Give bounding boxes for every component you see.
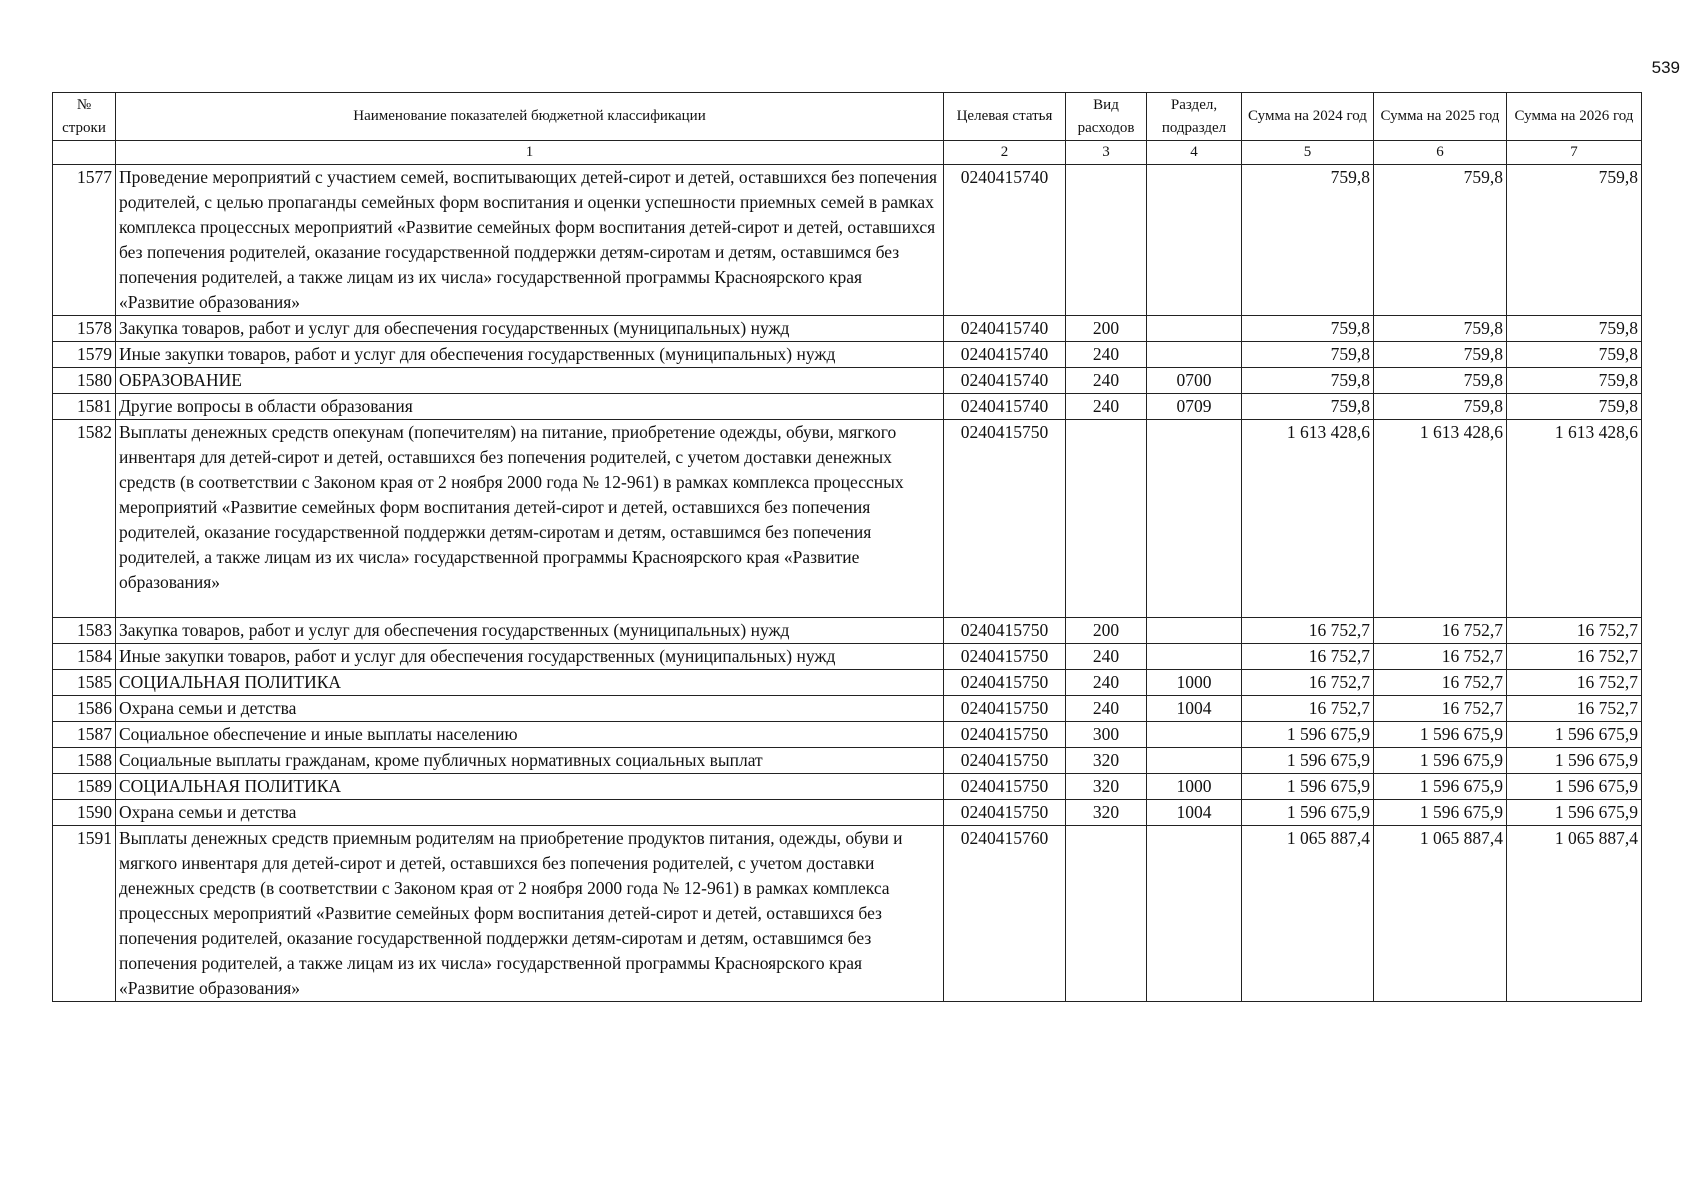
expense-type-cell [1066, 420, 1147, 618]
indicator-name-cell: Социальные выплаты гражданам, кроме публичных нормативных социальных выплат [116, 748, 944, 774]
target-article-cell: 0240415750 [944, 618, 1066, 644]
sum-2026-cell: 1 613 428,6 [1507, 420, 1642, 618]
expense-type-cell: 240 [1066, 670, 1147, 696]
target-article-cell: 0240415750 [944, 800, 1066, 826]
header-target-article: Целевая статья [944, 93, 1066, 141]
sum-2026-cell: 16 752,7 [1507, 696, 1642, 722]
row-number-cell: 1587 [53, 722, 116, 748]
section-cell [1147, 420, 1242, 618]
table-row [53, 165, 1642, 316]
sum-2024-cell: 16 752,7 [1242, 618, 1374, 644]
target-article-cell: 0240415740 [944, 394, 1066, 420]
target-article-cell: 0240415750 [944, 670, 1066, 696]
table-row [53, 696, 1642, 722]
target-article-cell: 0240415740 [944, 368, 1066, 394]
sum-2024-cell: 759,8 [1242, 165, 1374, 316]
indicator-name-cell: ОБРАЗОВАНИЕ [116, 368, 944, 394]
sum-2024-cell: 759,8 [1242, 394, 1374, 420]
target-article-cell: 0240415760 [944, 826, 1066, 1002]
sum-2024-cell: 1 596 675,9 [1242, 800, 1374, 826]
section-cell [1147, 722, 1242, 748]
row-number-cell: 1579 [53, 342, 116, 368]
sum-2025-cell: 759,8 [1374, 316, 1507, 342]
sum-2026-cell: 1 065 887,4 [1507, 826, 1642, 1002]
column-number: 7 [1507, 141, 1642, 165]
expense-type-cell [1066, 165, 1147, 316]
row-number-cell: 1589 [53, 774, 116, 800]
sum-2024-cell: 1 596 675,9 [1242, 774, 1374, 800]
row-number-cell: 1586 [53, 696, 116, 722]
section-cell: 1004 [1147, 800, 1242, 826]
expense-type-cell: 240 [1066, 696, 1147, 722]
sum-2025-cell: 1 596 675,9 [1374, 722, 1507, 748]
table-row [53, 826, 1642, 1002]
sum-2024-cell: 759,8 [1242, 368, 1374, 394]
sum-2025-cell: 1 065 887,4 [1374, 826, 1507, 1002]
column-number-row [53, 141, 1642, 165]
expense-type-cell: 320 [1066, 748, 1147, 774]
expense-type-cell: 240 [1066, 644, 1147, 670]
indicator-name-cell: Социальное обеспечение и иные выплаты населению [116, 722, 944, 748]
sum-2025-cell: 759,8 [1374, 342, 1507, 368]
table-body [53, 165, 1642, 1002]
header-sum-2024: Сумма на 2024 год [1242, 93, 1374, 141]
column-number: 5 [1242, 141, 1374, 165]
table-row [53, 394, 1642, 420]
target-article-cell: 0240415750 [944, 696, 1066, 722]
table-row [53, 774, 1642, 800]
table-row [53, 420, 1642, 618]
sum-2026-cell: 759,8 [1507, 368, 1642, 394]
indicator-name-cell: СОЦИАЛЬНАЯ ПОЛИТИКА [116, 774, 944, 800]
indicator-name-cell: Проведение мероприятий с участием семей, воспитывающих детей-сирот и детей, оставшихся без попечения родителей, с целью пропаганды семейных форм воспитания и оценки успешности приемных семей в рамках комплекса процессных мероприятий «Развитие семейных форм воспитания детей-сирот и детей, оставшихся без попечения родителей, оказание государственной поддержки детям-сиротам и детям, оставшимся без попечения родителей, а также лицам из их числа» государственной программы Красноярского края «Развитие образования» [116, 165, 944, 316]
section-cell [1147, 826, 1242, 1002]
target-article-cell: 0240415750 [944, 748, 1066, 774]
row-number-cell: 1590 [53, 800, 116, 826]
header-row [53, 93, 1642, 141]
indicator-name-cell: Выплаты денежных средств опекунам (попечителям) на питание, приобретение одежды, обуви, мягкого инвентаря для детей-сирот и детей, оставшихся без попечения родителей, с учетом доставки денежных средств (в соответствии с Законом края от 2 ноября 2000 года № 12-961) в рамках комплекса процессных мероприятий «Развитие семейных форм воспитания детей-сирот и детей, оставшихся без попечения родителей, оказание государственной поддержки детям-сиротам и детям, оставшимся без попечения родителей, а также лицам из их числа» государственной программы Красноярского края «Развитие образования» [116, 420, 944, 618]
section-cell: 0700 [1147, 368, 1242, 394]
target-article-cell: 0240415740 [944, 316, 1066, 342]
sum-2024-cell: 16 752,7 [1242, 670, 1374, 696]
expense-type-cell: 200 [1066, 316, 1147, 342]
section-cell: 1004 [1147, 696, 1242, 722]
sum-2025-cell: 16 752,7 [1374, 644, 1507, 670]
sum-2024-cell: 1 596 675,9 [1242, 748, 1374, 774]
indicator-name-cell: Охрана семьи и детства [116, 696, 944, 722]
sum-2024-cell: 759,8 [1242, 342, 1374, 368]
table-row [53, 800, 1642, 826]
expense-type-cell: 300 [1066, 722, 1147, 748]
row-number-cell: 1582 [53, 420, 116, 618]
sum-2026-cell: 1 596 675,9 [1507, 722, 1642, 748]
target-article-cell: 0240415750 [944, 722, 1066, 748]
expense-type-cell: 320 [1066, 800, 1147, 826]
table-row [53, 722, 1642, 748]
header-expense-type: Вид расходов [1066, 93, 1147, 141]
sum-2024-cell: 1 596 675,9 [1242, 722, 1374, 748]
sum-2025-cell: 759,8 [1374, 394, 1507, 420]
column-number: 3 [1066, 141, 1147, 165]
sum-2024-cell: 1 065 887,4 [1242, 826, 1374, 1002]
expense-type-cell: 240 [1066, 394, 1147, 420]
sum-2025-cell: 759,8 [1374, 165, 1507, 316]
expense-type-cell: 200 [1066, 618, 1147, 644]
table-row [53, 342, 1642, 368]
section-cell [1147, 644, 1242, 670]
indicator-name-cell: Другие вопросы в области образования [116, 394, 944, 420]
row-number-cell: 1591 [53, 826, 116, 1002]
target-article-cell: 0240415750 [944, 774, 1066, 800]
row-number-cell: 1577 [53, 165, 116, 316]
row-number-cell: 1578 [53, 316, 116, 342]
sum-2025-cell: 1 596 675,9 [1374, 800, 1507, 826]
table-row [53, 368, 1642, 394]
header-indicator-name: Наименование показателей бюджетной классификации [116, 93, 944, 141]
row-number-cell: 1588 [53, 748, 116, 774]
indicator-name-cell: СОЦИАЛЬНАЯ ПОЛИТИКА [116, 670, 944, 696]
section-cell [1147, 342, 1242, 368]
target-article-cell: 0240415740 [944, 165, 1066, 316]
header-sum-2025: Сумма на 2025 год [1374, 93, 1507, 141]
sum-2024-cell: 1 613 428,6 [1242, 420, 1374, 618]
sum-2026-cell: 16 752,7 [1507, 644, 1642, 670]
sum-2026-cell: 759,8 [1507, 165, 1642, 316]
expense-type-cell: 240 [1066, 342, 1147, 368]
sum-2025-cell: 1 596 675,9 [1374, 774, 1507, 800]
indicator-name-cell: Закупка товаров, работ и услуг для обеспечения государственных (муниципальных) нужд [116, 618, 944, 644]
sum-2026-cell: 759,8 [1507, 316, 1642, 342]
header-section: Раздел, подраздел [1147, 93, 1242, 141]
row-number-cell: 1581 [53, 394, 116, 420]
page-number: 539 [1651, 58, 1680, 77]
sum-2025-cell: 16 752,7 [1374, 670, 1507, 696]
sum-2024-cell: 16 752,7 [1242, 644, 1374, 670]
table-row [53, 670, 1642, 696]
table-row [53, 618, 1642, 644]
row-number-cell: 1584 [53, 644, 116, 670]
row-number-cell: 1585 [53, 670, 116, 696]
expense-type-cell [1066, 826, 1147, 1002]
section-cell [1147, 748, 1242, 774]
sum-2025-cell: 16 752,7 [1374, 696, 1507, 722]
target-article-cell: 0240415750 [944, 644, 1066, 670]
header-sum-2026: Сумма на 2026 год [1507, 93, 1642, 141]
section-cell [1147, 316, 1242, 342]
table-row [53, 316, 1642, 342]
column-number: 6 [1374, 141, 1507, 165]
sum-2026-cell: 16 752,7 [1507, 670, 1642, 696]
column-number-blank [53, 141, 116, 165]
sum-2026-cell: 1 596 675,9 [1507, 748, 1642, 774]
sum-2025-cell: 1 596 675,9 [1374, 748, 1507, 774]
section-cell: 0709 [1147, 394, 1242, 420]
table-row [53, 644, 1642, 670]
row-number-cell: 1580 [53, 368, 116, 394]
sum-2025-cell: 16 752,7 [1374, 618, 1507, 644]
sum-2026-cell: 759,8 [1507, 342, 1642, 368]
indicator-name-cell: Охрана семьи и детства [116, 800, 944, 826]
target-article-cell: 0240415750 [944, 420, 1066, 618]
table-row [53, 748, 1642, 774]
sum-2026-cell: 1 596 675,9 [1507, 774, 1642, 800]
row-number-cell: 1583 [53, 618, 116, 644]
expense-type-cell: 320 [1066, 774, 1147, 800]
indicator-name-cell: Иные закупки товаров, работ и услуг для обеспечения государственных (муниципальных) нужд [116, 342, 944, 368]
section-cell: 1000 [1147, 774, 1242, 800]
section-cell [1147, 618, 1242, 644]
column-number: 2 [944, 141, 1066, 165]
sum-2026-cell: 759,8 [1507, 394, 1642, 420]
expense-type-cell: 240 [1066, 368, 1147, 394]
column-number: 1 [116, 141, 944, 165]
section-cell: 1000 [1147, 670, 1242, 696]
indicator-name-cell: Выплаты денежных средств приемным родителям на приобретение продуктов питания, одежды, обуви и мягкого инвентаря для детей-сирот и детей, оставшихся без попечения родителей, с учетом доставки денежных средств (в соответствии с Законом края от 2 ноября 2000 года № 12-961) в рамках комплекса процессных мероприятий «Развитие семейных форм воспитания детей-сирот и детей, оставшихся без попечения родителей, оказание государственной поддержки детям-сиротам и детям, оставшимся без попечения родителей, а также лицам из их числа» государственной программы Красноярского края «Развитие образования» [116, 826, 944, 1002]
sum-2025-cell: 1 613 428,6 [1374, 420, 1507, 618]
sum-2026-cell: 16 752,7 [1507, 618, 1642, 644]
indicator-name-cell: Закупка товаров, работ и услуг для обеспечения государственных (муниципальных) нужд [116, 316, 944, 342]
sum-2024-cell: 16 752,7 [1242, 696, 1374, 722]
sum-2025-cell: 759,8 [1374, 368, 1507, 394]
header-row-number: № строки [53, 93, 116, 141]
section-cell [1147, 165, 1242, 316]
budget-table [52, 92, 1642, 1002]
sum-2026-cell: 1 596 675,9 [1507, 800, 1642, 826]
target-article-cell: 0240415740 [944, 342, 1066, 368]
indicator-name-cell: Иные закупки товаров, работ и услуг для обеспечения государственных (муниципальных) нужд [116, 644, 944, 670]
column-number: 4 [1147, 141, 1242, 165]
sum-2024-cell: 759,8 [1242, 316, 1374, 342]
